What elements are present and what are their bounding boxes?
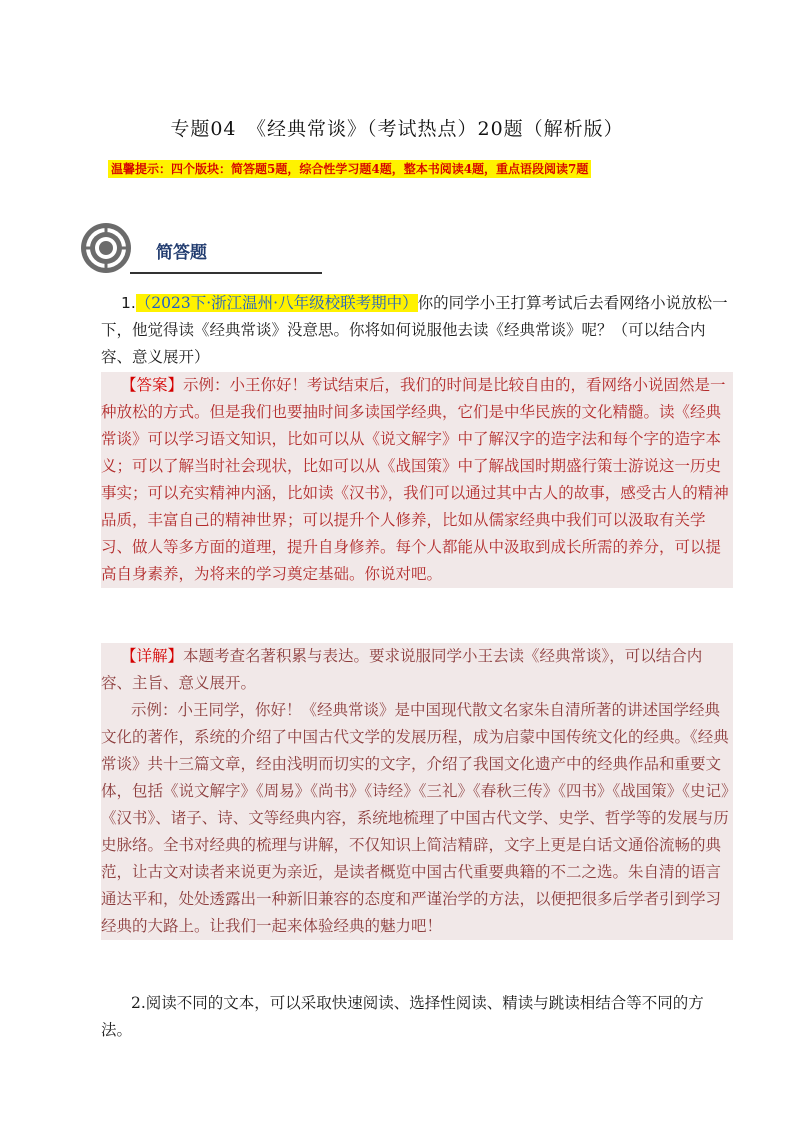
tip-banner: 温馨提示：四个版块：简答题5题，综合性学习题4题，整本书阅读4题，重点语段阅读7题 xyxy=(108,160,591,178)
explain-tag: 【详解】 xyxy=(121,647,184,665)
question-2-text: 2.阅读不同的文本，可以采取快速阅读、选择性阅读、精读与跳读相结合等不同的方法。 xyxy=(101,994,704,1039)
question-source: （2023下·浙江温州·八年级校联考期中） xyxy=(135,294,418,312)
answer-tag: 【答案】 xyxy=(121,376,184,394)
answer-text: 示例：小王你好！考试结束后，我们的时间是比较自由的，看网络小说固然是一种放松的方式。但是我们也要抽时间多读国学经典，它们是中华民族的文化精髓。读《经典常谈》可以学习语文知识，比如可以从《说文解字》中了解汉字的造字法和每个字的造字本义；可以了解当时社会现状，比如可以从《战国策》中了解战国时期盛行策士游说这一历史事实；可以充实精神内涵，比如读《汉书》，我们可以通过其中古人的故事，感受古人的精神品质，丰富自己的精神世界；可以提升个人修养，比如从儒家经典中我们可以汲取有关学习、做人等多方面的道理，提升自身修养。每个人都能从中汲取到成长所需的养分，可以提高自身素养，为将来的学习奠定基础。你说对吧。 xyxy=(101,376,729,583)
answer-block xyxy=(101,372,733,588)
question-1 xyxy=(101,290,729,371)
explain-text: 本题考查名著积累与表达。要求说服同学小王去读《经典常谈》，可以结合内容、主旨、意义展开。 xyxy=(101,647,703,692)
question-text: 你的同学小王打算考试后去看网络小说放松一下，他觉得读《经典常谈》没意思。你将如何说服他去读《经典常谈》呢？（可以结合内容、意义展开） xyxy=(101,294,728,366)
question-2 xyxy=(101,990,729,1044)
example-text: 示例：小王同学，你好！《经典常谈》是中国现代散文名家朱自清所著的讲述国学经典文化的著作，系统的介绍了中国古代文学的发展历程，成为启蒙中国传统文化的经典。《经典常谈》共十三篇文章，经由浅明而切实的文字，介绍了我国文化遗产中的经典作品和重要文体，包括《说文解字》《周易》《尚书》《诗经》《三礼》《春秋三传》《四书》《战国策》《史记》《汉书》、诸子、诗、文等经典内容，系统地梳理了中国古代文学、史学、哲学等的发展与历史脉络。全书对经典的梳理与讲解，不仅知识上简洁精辟，文字上更是白话文通俗流畅的典范，让古文对读者来说更为亲近，是读者概览中国古代重要典籍的不二之选。朱自清的语言通达平和，处处透露出一种新旧兼容的态度和严谨治学的方法，以便把很多后学者引到学习经典的大路上。让我们一起来体验经典的魅力吧！ xyxy=(101,701,729,935)
page-title: 专题04 《经典常谈》（考试热点）20题（解析版） xyxy=(170,118,624,140)
question-number: 1. xyxy=(121,294,136,312)
section-title: 简答题 xyxy=(156,243,207,263)
target-icon xyxy=(78,222,138,278)
section-divider xyxy=(130,272,322,274)
explanation-block xyxy=(101,643,733,940)
section-header xyxy=(78,222,244,278)
